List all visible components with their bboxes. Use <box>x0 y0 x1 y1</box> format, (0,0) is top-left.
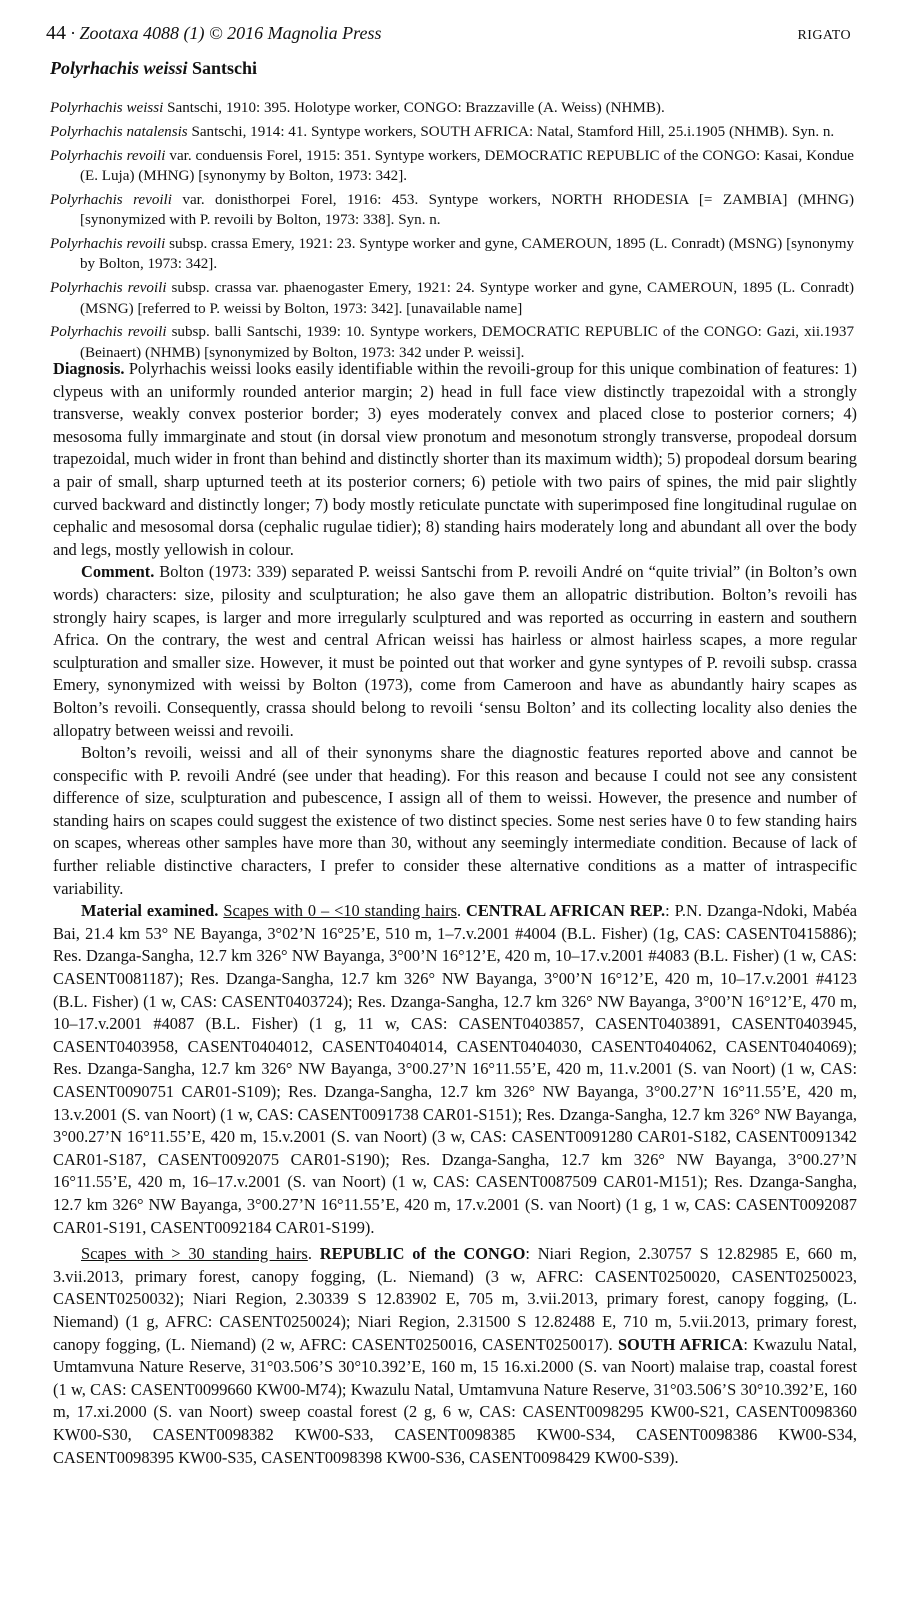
species-name: Polyrhachis weissi <box>50 58 188 78</box>
synonym-name: Polyrhachis revoili <box>50 236 166 252</box>
synonym-text: var. donisthorpei Forel, 1916: 453. Syntype workers, NORTH RHODESIA [= ZAMBIA] (MHNG) [synonymized with P. revoili by Bolton, 1973: 338]. Syn. n. <box>80 191 854 229</box>
material-group2-label: Scapes with > 30 standing hairs <box>81 1244 308 1264</box>
synonym-text: subsp. crassa Emery, 1921: 23. Syntype worker and gyne, CAMEROUN, 1895 (L. Conradt) (MSNG) [synonymy by Bolton, 1973: 342]. <box>80 236 854 273</box>
synonymy-list <box>50 98 854 367</box>
discussion-paragraph <box>53 742 857 900</box>
synonym-name: Polyrhachis revoili <box>50 147 166 164</box>
synonym-entry <box>50 98 854 118</box>
material-group2-text-2: : Kwazulu Natal, Umtamvuna Nature Reserve, 31°03.506’S 30°10.392’E, 160 m, 15 16.xi.2000 (S. van Noort) malaise trap, coastal forest (1 w, CAS: CASENT0099660 KW00-M74); Kwazulu Natal, Umtamvuna Nature Reserve, 31°03.506’S 30°10.392’E, 160 m, 17.xi.2000 (S. van Noort) sweep coastal forest (2 g, 6 w, CAS: CASENT0098295 KW00-S21, CASENT0098360 KW00-S30, CASENT0098382 KW00-S33, CASENT0098385 KW00-S34, CASENT0098386 KW00-S34, CASENT0098395 KW00-S35, CASENT0098398 KW00-S36, CASENT0098429 KW00-S39). <box>53 1334 857 1467</box>
material-group2-country-1: REPUBLIC of the CONGO <box>319 1244 526 1264</box>
synonym-text: var. conduensis Forel, 1915: 351. Syntype workers, DEMOCRATIC REPUBLIC of the CONGO: Kasai, Kondue (E. Luja) (MHNG) [synonymy by Bolton, 1973: 342]. <box>80 147 854 184</box>
material-group1-label: Scapes with 0 – <10 standing hairs <box>223 901 457 921</box>
running-head-left <box>46 22 382 45</box>
material-paragraph: Material examined. Scapes with 0 – <10 standing hairs. CENTRAL AFRICAN REP.: P.N. Dzanga-Ndoki, Mabéa Bai, 21.4 km 53° NE Bayanga, 3°02’N 16°25’E, 510 m, 1–7.v.2001 #4004 (B.L. Fisher) (1g, CAS: CASENT0415886); Res. Dzanga-Sangha, 12.7 km 326° NW Bayanga, 3°00’N 16°12’E, 420 m, 10–17.v.2001 #4083 (B.L. Fisher) (1 w, CAS: CASENT0081187); Res. Dzanga-Sangha, 12.7 km 326° NW Bayanga, 3°00’N 16°12’E, 420 m, 10–17.v.2001 #4123 (B.L. Fisher) (1 w, CAS: CASENT0403724); Res. Dzanga-Sangha, 12.7 km 326° NW Bayanga, 3°00’N 16°12’E, 470 m, 10–17.v.2001 #4087 (B.L. Fisher) (1 g, 11 w, CAS: CASENT0403857, CASENT0403891, CASENT0403945, CASENT0403958, CASENT0404012, CASENT0404014, CASENT0404030, CASENT0404062, CASENT0404069); Res. Dzanga-Sangha, 12.7 km 326° NW Bayanga, 3°00.27’N 16°11.55’E, 420 m, 11.v.2001 (S. van Noort) (1 w, CAS: CASENT0090751 CAR01-S109); Res. Dzanga-Sangha, 12.7 km 326° NW Bayanga, 3°00.27’N 16°11.55’E, 420 m, 13.v.2001 (S. van Noort) (1 w, CAS: CASENT0091738 CAR01-S151); Res. Dzanga-Sangha, 12.7 km 326° NW Bayanga, 3°00.27’N 16°11.55’E, 420 m, 15.v.2001 (S. van Noort) (3 w, CAS: CASENT0091280 CAR01-S182, CASENT0091342 CAR01-S187, CASENT0092075 CAR01-S190); Res. Dzanga-Sangha, 12.7 km 326° NW Bayanga, 3°00.27’N 16°11.55’E, 420 m, 16–17.v.2001 (S. van Noort) (1 w, CAS: CASENT0087509 CAR01-M151); Res. Dzanga-Sangha, 12.7 km 326° NW Bayanga, 3°00.27’N 16°11.55’E, 420 m, 17.v.2001 (S. van Noort) (1 g, 1 w, CAS: CASENT0092087 CAR01-S191, CASENT0092184 CAR01-S199). <box>53 901 857 1237</box>
synonym-name: Polyrhachis revoili <box>50 280 167 297</box>
comment-heading: Comment. <box>81 562 155 582</box>
synonym-name: Polyrhachis weissi <box>50 100 164 116</box>
diagnosis-text: Polyrhachis weissi looks easily identifiable within the revoili-group for this unique combination of features: 1) clypeus with an uniformly rounded anterior margin; 2) head in full face view distinctly trapezoidal with a strongly transverse, weakly convex posterior border; 3) eyes moderately convex and placed close to posterior corners; 4) mesosoma fully immarginate and stout (in dorsal view pronotum and mesonotum strongly transverse, propodeal dorsum trapezoidal, much wider in front than behind and distinctly shorter than its maximum width); 5) propodeal dorsum bearing a pair of small, sharp upturned teeth at its posterior corners; 6) petiole with two pairs of spines, the mid pair slightly curved backward and distinctly longer; 7) body mostly reticulate punctate with superimposed fine longitudinal rugulae on cephalic and mesosomal dorsa (cephalic rugulae tidier); 8) standing hairs moderately long and abundant all over the body and legs, mostly yellowish in colour. <box>53 359 857 559</box>
synonym-name: Polyrhachis revoili <box>50 324 167 341</box>
species-author: Santschi <box>192 58 258 78</box>
synonym-entry <box>50 234 854 275</box>
synonym-text: Santschi, 1914: 41. Syntype workers, SOUTH AFRICA: Natal, Stamford Hill, 25.i.1905 (NHMB). Syn. n. <box>191 123 835 140</box>
synonym-name: Polyrhachis revoili <box>50 191 172 208</box>
synonym-entry <box>50 122 854 142</box>
material-group1-text: : P.N. Dzanga-Ndoki, Mabéa Bai, 21.4 km 53° NE Bayanga, 3°02’N 16°25’E, 510 m, 1–7.v.2001 #4004 (B.L. Fisher) (1g, CAS: CASENT0415886); Res. Dzanga-Sangha, 12.7 km 326° NW Bayanga, 3°00’N 16°12’E, 420 m, 10–17.v.2001 #4083 (B.L. Fisher) (1 w, CAS: CASENT0081187); Res. Dzanga-Sangha, 12.7 km 326° NW Bayanga, 3°00’N 16°12’E, 420 m, 10–17.v.2001 #4123 (B.L. Fisher) (1 w, CAS: CASENT0403724); Res. Dzanga-Sangha, 12.7 km 326° NW Bayanga, 3°00’N 16°12’E, 470 m, 10–17.v.2001 #4087 (B.L. Fisher) (1 g, 11 w, CAS: CASENT0403857, CASENT0403891, CASENT0403945, CASENT0403958, CASENT0404012, CASENT0404014, CASENT0404030, CASENT0404062, CASENT0404069); Res. Dzanga-Sangha, 12.7 km 326° NW Bayanga, 3°00.27’N 16°11.55’E, 420 m, 11.v.2001 (S. van Noort) (1 w, CAS: CASENT0090751 CAR01-S109); Res. Dzanga-Sangha, 12.7 km 326° NW Bayanga, 3°00.27’N 16°11.55’E, 420 m, 13.v.2001 (S. van Noort) (1 w, CAS: CASENT0091738 CAR01-S151); Res. Dzanga-Sangha, 12.7 km 326° NW Bayanga, 3°00.27’N 16°11.55’E, 420 m, 15.v.2001 (S. van Noort) (3 w, CAS: CASENT0091280 CAR01-S182, CASENT0091342 CAR01-S187, CASENT0092075 CAR01-S190); Res. Dzanga-Sangha, 12.7 km 326° NW Bayanga, 3°00.27’N 16°11.55’E, 420 m, 16–17.v.2001 (S. van Noort) (1 w, CAS: CASENT0087509 CAR01-M151); Res. Dzanga-Sangha, 12.7 km 326° NW Bayanga, 3°00.27’N 16°11.55’E, 420 m, 17.v.2001 (S. van Noort) (1 g, 1 w, CAS: CASENT0092087 CAR01-S191, CASENT0092184 CAR01-S199). <box>53 901 857 1237</box>
material-group2-text-1: : Niari Region, 2.30757 S 12.82985 E, 660 m, 3.vii.2013, primary forest, canopy fogging, (L. Niemand) (3 w, AFRC: CASENT0250020, CASENT0250023, CASENT0250032); Niari Region, 2.30339 S 12.83902 E, 705 m, 3.vii.2013, primary forest, canopy fogging, (L. Niemand) (1 g, AFRC: CASENT0250024); Niari Region, 2.31500 S 12.82488 E, 710 m, 5.vii.2013, primary forest, canopy fogging, (L. Niemand) (2 w, AFRC: CASENT0250016, CASENT0250017). <box>53 1244 857 1354</box>
body-text <box>53 358 857 1469</box>
species-heading <box>50 58 257 79</box>
synonym-name: Polyrhachis natalensis <box>50 123 188 140</box>
comment-paragraph <box>53 561 857 742</box>
author-name: RIGATO <box>797 28 851 43</box>
discussion-text: Bolton’s revoili, weissi and all of their synonyms share the diagnostic features reported above and cannot be conspecific with P. revoili André (see under that heading). For this reason and because I could not see any consistent difference of size, sculpturation and pubescence, I assign all of them to weissi. However, the presence and number of standing hairs on scapes could suggest the existence of two distinct species. Some nest series have 0 to few standing hairs on scapes, whereas other samples have more than 30, without any seemingly intermediate condition. Because of lack of further reliable distinctive characters, I prefer to consider these alternative conditions as a matter of intraspecific variability. <box>53 743 857 898</box>
diagnosis-heading: Diagnosis. <box>53 359 125 378</box>
synonym-text: subsp. balli Santschi, 1939: 10. Syntype workers, DEMOCRATIC REPUBLIC of the CONGO: Gazi, xii.1937 (Beinaert) (NHMB) [synonymized by Bolton, 1973: 342 under P. weissi]. <box>80 324 854 361</box>
journal-citation: · Zootaxa 4088 (1) © 2016 Magnolia Press <box>70 23 382 43</box>
comment-text: Bolton (1973: 339) separated P. weissi Santschi from P. revoili André on “quite trivial” (in Bolton’s own words) characters: size, pilosity and sculpturation; he also gave them an allopatric distribution. Bolton’s revoili has strongly hairy scapes, is larger and more irregularly sculptured and was reported as occurring in eastern and southern Africa. On the contrary, the west and central African weissi has hairless or almost hairless scapes, a more regular sculpturation and smaller size. However, it must be pointed out that worker and gyne syntypes of P. revoili subsp. crassa Emery, synonymized with weissi by Bolton (1973), come from Cameroon and have as abundantly hairy scapes as Bolton’s revoili. Consequently, crassa should belong to revoili ‘sensu Bolton’ and its collecting locality also denies the allopatry between weissi and revoili. <box>53 562 857 740</box>
material-group2-country-2: SOUTH AFRICA <box>617 1334 744 1354</box>
synonym-text: Santschi, 1910: 395. Holotype worker, CONGO: Brazzaville (A. Weiss) (NHMB). <box>167 100 665 116</box>
material-group1-country: CENTRAL AFRICAN REP. <box>466 901 666 921</box>
synonym-entry <box>50 190 854 231</box>
diagnosis-paragraph <box>53 358 857 561</box>
synonym-entry <box>50 278 854 319</box>
synonym-text: subsp. crassa var. phaenogaster Emery, 1921: 24. Syntype worker and gyne, CAMEROUN, 1895 (L. Conradt) (MSNG) [referred to P. weissi by Bolton, 1973: 342]. [unavailable name] <box>80 280 854 317</box>
running-head <box>46 22 851 48</box>
material-heading: Material examined. <box>81 901 219 921</box>
page-number: 44 <box>46 22 66 44</box>
synonym-entry <box>50 146 854 187</box>
material-paragraph-2: Scapes with > 30 standing hairs. REPUBLIC of the CONGO: Niari Region, 2.30757 S 12.82985 E, 660 m, 3.vii.2013, primary forest, canopy fogging, (L. Niemand) (3 w, AFRC: CASENT0250020, CASENT0250023, CASENT0250032); Niari Region, 2.30339 S 12.83902 E, 705 m, 3.vii.2013, primary forest, canopy fogging, (L. Niemand) (1 g, AFRC: CASENT0250024); Niari Region, 2.31500 S 12.82488 E, 710 m, 5.vii.2013, primary forest, canopy fogging, (L. Niemand) (2 w, AFRC: CASENT0250016, CASENT0250017). SOUTH AFRICA: Kwazulu Natal, Umtamvuna Nature Reserve, 31°03.506’S 30°10.392’E, 160 m, 15 16.xi.2000 (S. van Noort) malaise trap, coastal forest (1 w, CAS: CASENT0099660 KW00-M74); Kwazulu Natal, Umtamvuna Nature Reserve, 31°03.506’S 30°10.392’E, 160 m, 17.xi.2000 (S. van Noort) sweep coastal forest (2 g, 6 w, CAS: CASENT0098295 KW00-S21, CASENT0098360 KW00-S30, CASENT0098382 KW00-S33, CASENT0098385 KW00-S34, CASENT0098386 KW00-S34, CASENT0098395 KW00-S35, CASENT0098398 KW00-S36, CASENT0098429 KW00-S39). <box>53 1244 857 1467</box>
